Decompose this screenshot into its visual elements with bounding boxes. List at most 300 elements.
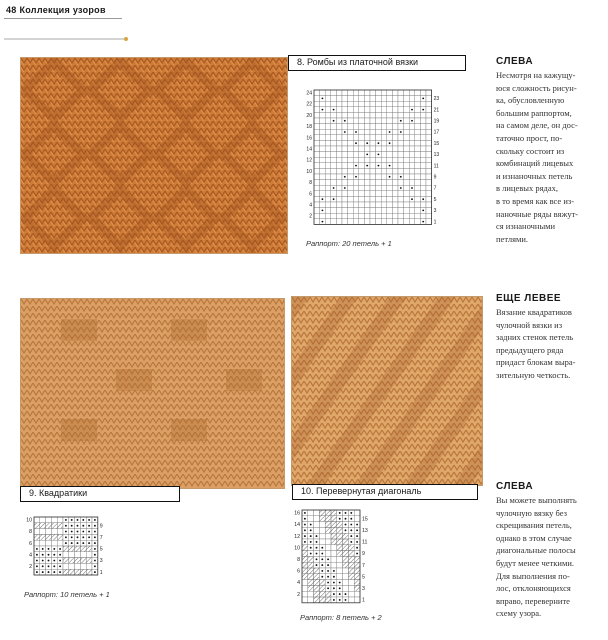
chart-cell bbox=[75, 558, 81, 564]
chart-cell bbox=[387, 118, 393, 124]
chart-cell bbox=[57, 540, 63, 546]
chart-cell bbox=[398, 180, 404, 186]
chart-dot bbox=[366, 165, 368, 167]
chart-cell bbox=[381, 107, 387, 113]
chart-cell bbox=[364, 101, 370, 107]
chart-row-label: 12 bbox=[306, 157, 312, 164]
chart-cell bbox=[354, 516, 360, 522]
chart-cell bbox=[40, 523, 46, 529]
chart-dot bbox=[53, 565, 55, 567]
chart-cell bbox=[409, 191, 415, 197]
chart-dot bbox=[36, 560, 38, 562]
chart-cell bbox=[353, 191, 359, 197]
chart-cell bbox=[325, 168, 331, 174]
chart-dot bbox=[48, 560, 50, 562]
pattern-8-title: 8. Ромбы из платочной вязки bbox=[288, 55, 466, 71]
chart-cell bbox=[404, 107, 410, 113]
chart-cell bbox=[387, 124, 393, 130]
chart-cell bbox=[342, 163, 348, 169]
chart-cell bbox=[353, 168, 359, 174]
chart-cell bbox=[426, 101, 432, 107]
chart-cell bbox=[359, 129, 365, 135]
chart-dot bbox=[389, 176, 391, 178]
chart-cell bbox=[392, 168, 398, 174]
chart-cell bbox=[426, 219, 432, 225]
chart-cell bbox=[348, 96, 354, 102]
chart-cell bbox=[325, 90, 331, 96]
chart-cell bbox=[314, 597, 320, 603]
chart-cell bbox=[364, 124, 370, 130]
chart-cell bbox=[320, 90, 326, 96]
chart-cell bbox=[370, 101, 376, 107]
chart-cell bbox=[342, 196, 348, 202]
chart-cell bbox=[392, 140, 398, 146]
chart-cell bbox=[342, 213, 348, 219]
chart-cell bbox=[336, 185, 342, 191]
chart-cell bbox=[46, 523, 52, 529]
chart-cell bbox=[381, 157, 387, 163]
chart-cell bbox=[364, 180, 370, 186]
chart-cell bbox=[331, 527, 337, 533]
chart-cell bbox=[314, 591, 320, 597]
pattern-8-chart bbox=[300, 88, 450, 230]
chart-cell bbox=[409, 174, 415, 180]
chart-cell bbox=[359, 107, 365, 113]
chart-dot bbox=[333, 187, 335, 189]
chart-cell bbox=[376, 174, 382, 180]
chart-cell bbox=[354, 556, 360, 562]
chart-cell bbox=[325, 107, 331, 113]
chart-cell bbox=[337, 539, 343, 545]
chart-dot bbox=[411, 198, 413, 200]
chart-row-label: 15 bbox=[362, 516, 368, 523]
chart-cell bbox=[348, 585, 354, 591]
chart-cell bbox=[34, 540, 40, 546]
chart-cell bbox=[426, 107, 432, 113]
chart-cell bbox=[331, 180, 337, 186]
chart-cell bbox=[392, 101, 398, 107]
chart-cell bbox=[342, 152, 348, 158]
chart-dot bbox=[350, 541, 352, 543]
chart-cell bbox=[370, 112, 376, 118]
chart-dot bbox=[422, 109, 424, 111]
chart-cell bbox=[342, 157, 348, 163]
chart-cell bbox=[46, 534, 52, 540]
chart-cell bbox=[314, 101, 320, 107]
chart-dot bbox=[333, 582, 335, 584]
chart-cell bbox=[353, 213, 359, 219]
chart-cell bbox=[359, 146, 365, 152]
chart-cell bbox=[415, 202, 421, 208]
chart-cell bbox=[404, 96, 410, 102]
chart-cell bbox=[387, 157, 393, 163]
chart-cell bbox=[320, 124, 326, 130]
chart-cell bbox=[404, 140, 410, 146]
chart-dot bbox=[322, 198, 324, 200]
chart-cell bbox=[336, 101, 342, 107]
chart-dot bbox=[48, 571, 50, 573]
chart-row-label: 5 bbox=[362, 574, 365, 581]
chart-row-label: 6 bbox=[297, 568, 300, 575]
chart-dot bbox=[344, 176, 346, 178]
sidebar-line: и изнаночных петель bbox=[496, 170, 573, 181]
chart-cell bbox=[348, 574, 354, 580]
chart-cell bbox=[308, 591, 314, 597]
chart-cell bbox=[370, 129, 376, 135]
chart-cell bbox=[415, 163, 421, 169]
chart-cell bbox=[308, 510, 314, 516]
chart-row-label: 4 bbox=[309, 202, 312, 209]
chart-cell bbox=[325, 522, 331, 528]
chart-cell bbox=[370, 163, 376, 169]
chart-cell bbox=[392, 90, 398, 96]
chart-dot bbox=[322, 109, 324, 111]
chart-dot bbox=[322, 221, 324, 223]
chart-cell bbox=[46, 540, 52, 546]
chart-row-label: 8 bbox=[309, 180, 312, 187]
chart-dot bbox=[42, 565, 44, 567]
chart-cell bbox=[308, 574, 314, 580]
chart-cell bbox=[348, 185, 354, 191]
chart-cell bbox=[392, 157, 398, 163]
chart-cell bbox=[398, 163, 404, 169]
chart-cell bbox=[336, 219, 342, 225]
chart-cell bbox=[325, 545, 331, 551]
chart-cell bbox=[331, 191, 337, 197]
chart-cell bbox=[353, 185, 359, 191]
chart-cell bbox=[342, 90, 348, 96]
chart-cell bbox=[337, 568, 343, 574]
chart-cell bbox=[353, 101, 359, 107]
chart-cell bbox=[387, 168, 393, 174]
chart-cell bbox=[325, 152, 331, 158]
chart-cell bbox=[354, 568, 360, 574]
chart-cell bbox=[426, 213, 432, 219]
chart-dot bbox=[65, 525, 67, 527]
chart-cell bbox=[319, 597, 325, 603]
chart-cell bbox=[387, 135, 393, 141]
chart-cell bbox=[325, 533, 331, 539]
chart-row-label: 17 bbox=[433, 129, 440, 136]
chart-dot bbox=[422, 221, 424, 223]
pattern-9-title: 9. Квадратики bbox=[20, 486, 180, 502]
chart-cell bbox=[348, 202, 354, 208]
chart-cell bbox=[415, 213, 421, 219]
chart-cell bbox=[381, 191, 387, 197]
chart-row-label: 12 bbox=[294, 533, 300, 540]
chart-cell bbox=[325, 527, 331, 533]
chart-dot bbox=[350, 518, 352, 520]
chart-cell bbox=[86, 569, 92, 575]
chart-cell bbox=[392, 96, 398, 102]
chart-cell bbox=[320, 191, 326, 197]
chart-cell bbox=[398, 191, 404, 197]
chart-cell bbox=[387, 196, 393, 202]
chart-dot bbox=[366, 154, 368, 156]
chart-cell bbox=[353, 152, 359, 158]
chart-cell bbox=[308, 597, 314, 603]
chart-cell bbox=[364, 118, 370, 124]
chart-cell bbox=[314, 219, 320, 225]
chart-cell bbox=[325, 516, 331, 522]
chart-dot bbox=[350, 524, 352, 526]
chart-dot bbox=[327, 587, 329, 589]
chart-cell bbox=[86, 546, 92, 552]
chart-cell bbox=[331, 174, 337, 180]
chart-cell bbox=[314, 112, 320, 118]
chart-cell bbox=[57, 517, 63, 523]
chart-cell bbox=[320, 168, 326, 174]
chart-cell bbox=[376, 219, 382, 225]
chart-dot bbox=[333, 109, 335, 111]
chart-cell bbox=[325, 185, 331, 191]
chart-cell bbox=[364, 208, 370, 214]
chart-cell bbox=[314, 146, 320, 152]
chart-dot bbox=[77, 536, 79, 538]
chart-cell bbox=[426, 90, 432, 96]
chart-dot bbox=[36, 548, 38, 550]
chart-cell bbox=[319, 591, 325, 597]
chart-cell bbox=[404, 191, 410, 197]
chart-cell bbox=[398, 152, 404, 158]
chart-cell bbox=[426, 112, 432, 118]
chart-cell bbox=[319, 516, 325, 522]
chart-row-label: 11 bbox=[433, 163, 439, 170]
chart-cell bbox=[398, 202, 404, 208]
chart-row-label: 18 bbox=[306, 124, 312, 131]
chart-dot bbox=[321, 576, 323, 578]
chart-dot bbox=[333, 120, 335, 122]
chart-cell bbox=[331, 157, 337, 163]
chart-cell bbox=[342, 219, 348, 225]
chart-cell bbox=[420, 185, 426, 191]
chart-dot bbox=[59, 560, 61, 562]
chart-cell bbox=[34, 523, 40, 529]
chart-cell bbox=[336, 202, 342, 208]
chart-cell bbox=[392, 146, 398, 152]
chart-cell bbox=[336, 112, 342, 118]
chart-cell bbox=[420, 101, 426, 107]
chart-cell bbox=[57, 523, 63, 529]
chart-row-label: 3 bbox=[99, 558, 103, 565]
chart-cell bbox=[354, 574, 360, 580]
chart-cell bbox=[415, 180, 421, 186]
chart-cell bbox=[404, 196, 410, 202]
chart-cell bbox=[415, 96, 421, 102]
chart-cell bbox=[343, 574, 349, 580]
chart-cell bbox=[320, 180, 326, 186]
sidebar-note-3-heading: СЛЕВА bbox=[496, 481, 534, 492]
sidebar-line: ка, обусловленную bbox=[496, 95, 565, 106]
chart-cell bbox=[308, 516, 314, 522]
chart-cell bbox=[381, 146, 387, 152]
chart-cell bbox=[331, 516, 337, 522]
chart-dot bbox=[389, 165, 391, 167]
chart-cell bbox=[320, 101, 326, 107]
chart-cell bbox=[420, 129, 426, 135]
chart-cell bbox=[354, 580, 360, 586]
chart-cell bbox=[398, 219, 404, 225]
chart-cell bbox=[415, 157, 421, 163]
chart-cell bbox=[342, 208, 348, 214]
chart-cell bbox=[348, 101, 354, 107]
chart-dot bbox=[310, 535, 312, 537]
chart-cell bbox=[381, 202, 387, 208]
chart-cell bbox=[415, 185, 421, 191]
chart-cell bbox=[387, 96, 393, 102]
chart-cell bbox=[409, 213, 415, 219]
chart-cell bbox=[426, 96, 432, 102]
swatch-photo-diagonal bbox=[291, 296, 483, 486]
chart-cell bbox=[63, 558, 69, 564]
chart-cell bbox=[359, 118, 365, 124]
chart-cell bbox=[370, 213, 376, 219]
chart-cell bbox=[336, 146, 342, 152]
chart-cell bbox=[409, 163, 415, 169]
chart-cell bbox=[426, 146, 432, 152]
chart-cell bbox=[370, 196, 376, 202]
chart-dot bbox=[345, 529, 347, 531]
chart-cell bbox=[392, 174, 398, 180]
chart-cell bbox=[353, 146, 359, 152]
chart-dot bbox=[411, 120, 413, 122]
chart-cell bbox=[376, 146, 382, 152]
chart-cell bbox=[426, 191, 432, 197]
chart-cell bbox=[314, 527, 320, 533]
chart-cell bbox=[404, 208, 410, 214]
chart-cell bbox=[364, 174, 370, 180]
chart-cell bbox=[387, 107, 393, 113]
chart-row-label: 13 bbox=[362, 528, 368, 535]
chart-cell bbox=[336, 196, 342, 202]
chart-cell bbox=[342, 107, 348, 113]
chart-cell bbox=[370, 107, 376, 113]
chart-cell bbox=[51, 534, 57, 540]
chart-dot bbox=[350, 512, 352, 514]
chart-cell bbox=[314, 107, 320, 113]
chart-cell bbox=[398, 208, 404, 214]
chart-cell bbox=[69, 563, 75, 569]
page-number: 48 bbox=[6, 5, 17, 15]
chart-cell bbox=[364, 135, 370, 141]
chart-cell bbox=[392, 163, 398, 169]
chart-cell bbox=[80, 563, 86, 569]
chart-cell bbox=[376, 196, 382, 202]
chart-cell bbox=[331, 129, 337, 135]
sidebar-line: однако в этом случае bbox=[496, 532, 572, 543]
chart-cell bbox=[80, 546, 86, 552]
chart-cell bbox=[392, 191, 398, 197]
chart-row-label: 19 bbox=[433, 118, 440, 125]
chart-cell bbox=[325, 112, 331, 118]
chart-cell bbox=[325, 551, 331, 557]
chart-cell bbox=[314, 202, 320, 208]
chart-cell bbox=[336, 180, 342, 186]
chart-dot bbox=[59, 554, 61, 556]
chart-cell bbox=[364, 90, 370, 96]
chart-cell bbox=[343, 562, 349, 568]
chart-cell bbox=[392, 124, 398, 130]
chart-cell bbox=[353, 180, 359, 186]
chart-dot bbox=[339, 582, 341, 584]
chart-cell bbox=[409, 101, 415, 107]
sidebar-line: петлями. bbox=[496, 233, 529, 244]
chart-cell bbox=[426, 135, 432, 141]
chart-cell bbox=[420, 180, 426, 186]
chart-cell bbox=[387, 185, 393, 191]
sidebar-line: Вязание квадратиков bbox=[496, 307, 572, 317]
chart-cell bbox=[364, 168, 370, 174]
chart-dot bbox=[65, 536, 67, 538]
chart-cell bbox=[46, 517, 52, 523]
chart-cell bbox=[336, 135, 342, 141]
chart-row-label: 9 bbox=[99, 523, 103, 530]
chart-cell bbox=[331, 146, 337, 152]
chart-cell bbox=[342, 101, 348, 107]
chart-cell bbox=[331, 533, 337, 539]
chart-dot bbox=[333, 198, 335, 200]
chart-cell bbox=[348, 597, 354, 603]
chart-dot bbox=[42, 548, 44, 550]
chart-dot bbox=[378, 142, 380, 144]
chart-cell bbox=[409, 135, 415, 141]
chart-cell bbox=[325, 539, 331, 545]
chart-cell bbox=[314, 124, 320, 130]
chart-cell bbox=[331, 562, 337, 568]
chart-row-label: 21 bbox=[433, 107, 440, 114]
chart-dot bbox=[327, 582, 329, 584]
sidebar-line: придаст блокам выра- bbox=[496, 357, 576, 368]
chart-cell bbox=[359, 163, 365, 169]
chart-row-label: 22 bbox=[306, 101, 312, 108]
chart-cell bbox=[336, 118, 342, 124]
sidebar-note-1 bbox=[496, 56, 604, 245]
chart-cell bbox=[86, 558, 92, 564]
chart-cell bbox=[420, 174, 426, 180]
chart-dot bbox=[82, 542, 84, 544]
chart-row-label: 7 bbox=[362, 562, 365, 569]
chart-dot bbox=[65, 542, 67, 544]
chart-cell bbox=[314, 568, 320, 574]
chart-cell bbox=[426, 140, 432, 146]
chart-dot bbox=[88, 542, 90, 544]
chart-cell bbox=[353, 90, 359, 96]
chart-cell bbox=[420, 163, 426, 169]
sidebar-line: чулочной вязки из bbox=[496, 319, 563, 330]
chart-cell bbox=[325, 118, 331, 124]
chart-dot bbox=[422, 198, 424, 200]
swatch-photo-diamonds bbox=[20, 57, 288, 254]
chart-row-label: 10 bbox=[306, 168, 312, 175]
chart-cell bbox=[404, 219, 410, 225]
chart-cell bbox=[331, 124, 337, 130]
chart-cell bbox=[426, 196, 432, 202]
chart-dot bbox=[339, 512, 341, 514]
chart-row-label: 3 bbox=[362, 586, 365, 593]
chart-row-label: 9 bbox=[362, 551, 365, 558]
chart-cell bbox=[364, 202, 370, 208]
chart-cell bbox=[331, 208, 337, 214]
chart-dot bbox=[310, 529, 312, 531]
chart-cell bbox=[409, 208, 415, 214]
chart-dot bbox=[304, 541, 306, 543]
chart-cell bbox=[302, 545, 308, 551]
chart-dot bbox=[77, 525, 79, 527]
chart-dot bbox=[94, 571, 96, 573]
chart-cell bbox=[354, 510, 360, 516]
chart-cell bbox=[319, 533, 325, 539]
chart-dot bbox=[88, 536, 90, 538]
